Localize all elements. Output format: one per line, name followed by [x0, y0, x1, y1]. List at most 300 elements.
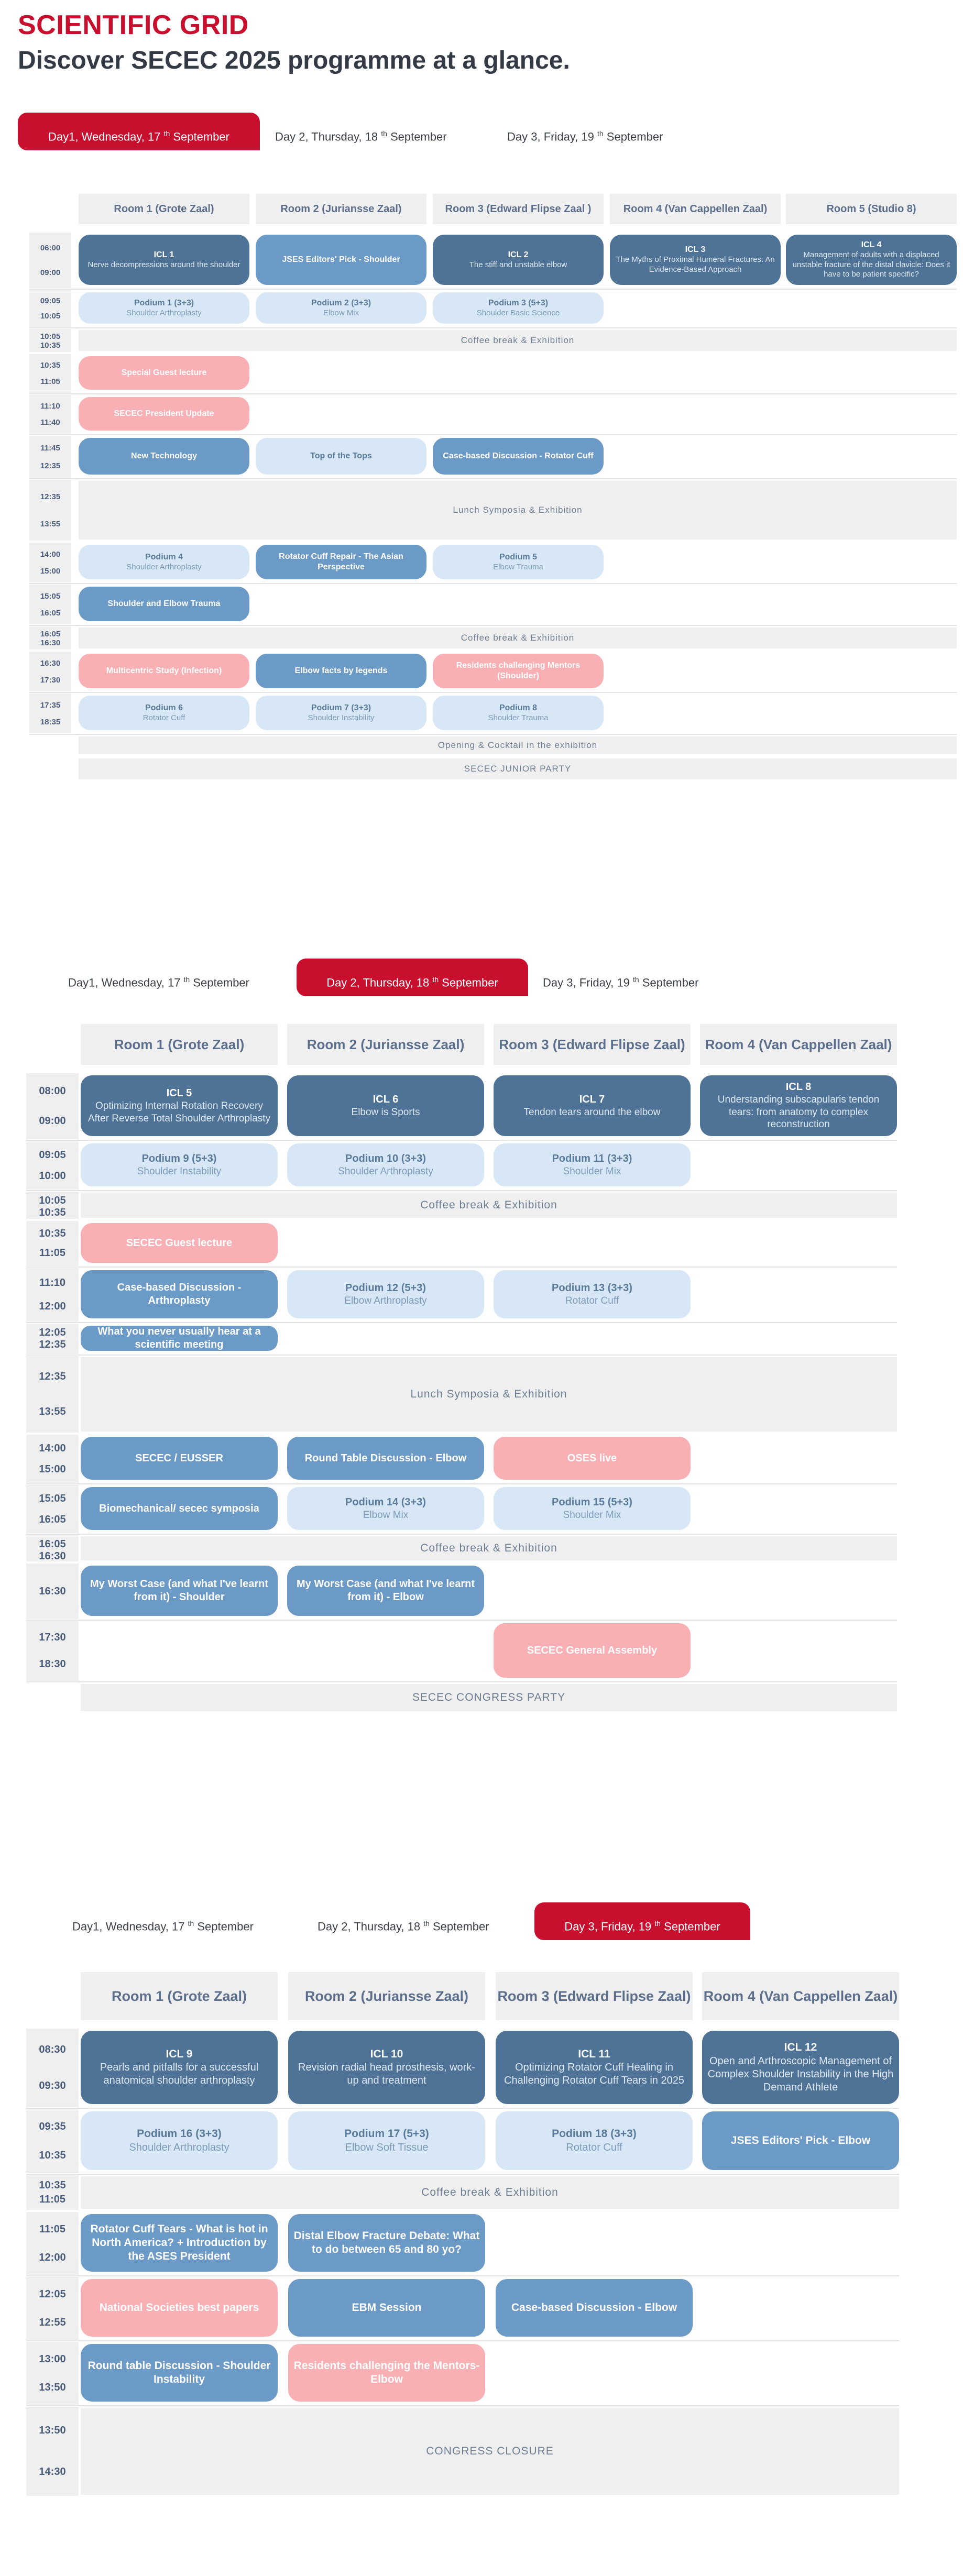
session-card[interactable]	[288, 2214, 485, 2272]
session-title: OSES live	[567, 1452, 617, 1464]
time-slot	[26, 1435, 79, 1483]
time-value: 11:05	[39, 2194, 66, 2205]
tab-month: September	[387, 130, 447, 144]
session-title: Distal Elbow Fracture Debate: What to do between 65 and 80 yo?	[293, 2229, 480, 2255]
session-title: JSES Editors' Pick - Shoulder	[282, 255, 400, 264]
tab-day-3[interactable]	[534, 1902, 750, 1940]
session-title: Podium 5	[499, 552, 537, 562]
tab-ordinal: th	[597, 129, 604, 138]
row-divider	[29, 289, 957, 290]
session-title: Case-based Discussion - Rotator Cuff	[443, 452, 594, 460]
time-value: 11:45	[40, 443, 60, 453]
session-card[interactable]	[494, 1143, 691, 1186]
session-title: Special Guest lecture	[121, 368, 207, 377]
session-card[interactable]	[81, 2214, 278, 2272]
session-card[interactable]	[79, 397, 249, 431]
time-value: 09:05	[40, 296, 61, 305]
session-card[interactable]	[256, 438, 426, 475]
tab-label: Day 2, Thursday, 18	[275, 130, 381, 144]
session-title: My Worst Case (and what I've learnt from it) - Shoulder	[90, 1578, 269, 1603]
session-card[interactable]	[81, 1566, 278, 1616]
session-subtitle: Revision radial head prosthesis, work-up and treatment	[298, 2062, 475, 2087]
session-card[interactable]	[288, 2344, 485, 2402]
session-title: Podium 4	[145, 552, 183, 562]
tab-label: Day 3, Friday, 19	[507, 130, 597, 144]
break-banner: Opening & Cocktail in the exhibition	[79, 736, 957, 754]
time-slot	[29, 329, 71, 352]
session-card[interactable]	[81, 2031, 278, 2104]
time-value: 15:05	[39, 1492, 66, 1504]
row-divider	[26, 1355, 897, 1356]
tab-day-2[interactable]	[275, 113, 447, 150]
break-banner: Coffee break & Exhibition	[79, 330, 957, 351]
time-value: 09:30	[39, 2080, 66, 2091]
session-title: Podium 3 (5+3)	[488, 298, 549, 307]
break-banner: Coffee break & Exhibition	[79, 628, 957, 648]
session-subtitle: Rotator Cuff	[565, 1295, 619, 1306]
session-card[interactable]	[496, 2279, 693, 2337]
break-banner: Coffee break & Exhibition	[81, 1536, 897, 1560]
session-card[interactable]	[287, 1437, 484, 1480]
tab-label: Day 2, Thursday, 18	[318, 1920, 424, 1933]
session-card[interactable]	[433, 545, 604, 579]
session-title: ICL 4	[861, 240, 882, 249]
session-subtitle: Elbow is Sports	[351, 1106, 420, 1118]
row-divider	[29, 327, 957, 328]
time-slot	[29, 585, 71, 624]
tab-ordinal: th	[183, 975, 190, 984]
session-title: Podium 17 (5+3)	[344, 2128, 429, 2140]
time-value: 12:35	[39, 1339, 66, 1350]
session-card[interactable]	[702, 2031, 899, 2104]
session-card[interactable]	[433, 292, 604, 324]
time-value: 16:05	[39, 1538, 66, 1550]
session-subtitle: Shoulder Mix	[563, 1165, 621, 1177]
time-value: 18:35	[40, 717, 61, 726]
session-title: My Worst Case (and what I've learnt from it) - Elbow	[296, 1578, 475, 1603]
session-title: ICL 3	[685, 245, 706, 255]
time-slot	[26, 2175, 79, 2210]
session-title: Podium 7 (3+3)	[311, 703, 371, 712]
tab-month: September	[190, 976, 249, 989]
session-card[interactable]	[81, 1075, 278, 1136]
tab-ordinal: th	[163, 129, 170, 138]
time-value: 12:35	[40, 461, 61, 470]
session-card[interactable]	[81, 2344, 278, 2402]
room-header: Room 2 (Juriansse Zaal)	[287, 1024, 484, 1065]
session-card[interactable]	[256, 545, 426, 579]
time-value: 16:05	[40, 630, 61, 639]
break-banner: Coffee break & Exhibition	[81, 1193, 897, 1218]
session-card[interactable]	[494, 1623, 691, 1678]
session-title: Residents challenging Mentors (Shoulder)	[456, 661, 581, 680]
row-divider	[26, 1534, 897, 1535]
time-slot	[26, 1192, 79, 1219]
break-banner: SECEC CONGRESS PARTY	[81, 1684, 897, 1711]
tab-label: Day1, Wednesday, 17	[72, 1920, 188, 1933]
session-title: Elbow facts by legends	[294, 666, 388, 675]
session-card[interactable]	[81, 1437, 278, 1480]
session-title: Podium 8	[499, 703, 537, 712]
row-divider	[26, 2275, 899, 2276]
session-card[interactable]	[287, 1075, 484, 1136]
time-value: 10:05	[40, 332, 61, 341]
session-subtitle: Shoulder Mix	[563, 1509, 621, 1521]
tab-label: Day1, Wednesday, 17	[48, 130, 164, 144]
room-header: Room 4 (Van Cappellen Zaal)	[700, 1024, 897, 1065]
tab-label: Day1, Wednesday, 17	[68, 976, 184, 989]
time-value: 11:10	[40, 402, 60, 411]
session-card[interactable]	[81, 1326, 278, 1351]
row-divider	[26, 1322, 897, 1323]
time-value: 13:55	[40, 519, 61, 529]
time-slot	[26, 1221, 79, 1266]
session-card[interactable]	[287, 1487, 484, 1530]
session-subtitle: Rotator Cuff	[143, 713, 185, 722]
session-title: Residents challenging the Mentors- Elbow	[293, 2359, 480, 2385]
time-value: 17:35	[40, 700, 61, 710]
time-value: 16:30	[40, 639, 61, 647]
time-slot	[26, 2029, 79, 2107]
session-card[interactable]	[288, 2279, 485, 2337]
time-value: 11:40	[40, 418, 60, 427]
session-card[interactable]	[256, 654, 426, 688]
row-divider	[29, 393, 957, 394]
session-title: Case-based Discussion - Elbow	[511, 2301, 677, 2314]
time-slot	[26, 2212, 79, 2275]
session-card[interactable]	[81, 1143, 278, 1186]
time-value: 10:35	[39, 1228, 66, 1239]
time-slot	[26, 1268, 79, 1322]
time-value: 09:00	[39, 1115, 66, 1127]
session-card[interactable]	[433, 654, 604, 688]
time-slot	[29, 395, 71, 434]
session-subtitle: Shoulder Trauma	[488, 713, 549, 722]
session-card[interactable]	[433, 438, 604, 475]
break-banner: Lunch Symposia & Exhibition	[79, 481, 957, 540]
tab-day-1[interactable]	[18, 113, 260, 150]
time-value: 10:35	[40, 341, 61, 350]
room-header: Room 2 (Juriansse Zaal)	[256, 194, 426, 224]
session-card[interactable]	[79, 696, 249, 730]
row-divider	[26, 2340, 899, 2341]
time-value: 15:00	[40, 566, 61, 576]
room-header: Room 4 (Van Cappellen Zaal)	[702, 1972, 899, 2020]
row-divider	[26, 1620, 897, 1621]
session-subtitle: Shoulder Arthroplasty	[126, 562, 202, 571]
time-value: 13:50	[39, 2425, 66, 2436]
time-slot	[29, 436, 71, 478]
time-slot	[29, 354, 71, 393]
time-value: 09:05	[39, 1149, 66, 1161]
session-subtitle: Elbow Mix	[323, 308, 359, 317]
session-title: Podium 1 (3+3)	[134, 298, 194, 307]
break-banner: CONGRESS CLOSURE	[81, 2408, 899, 2495]
session-title: ICL 6	[373, 1093, 399, 1105]
session-title: ICL 12	[784, 2041, 817, 2054]
row-divider	[29, 583, 957, 584]
time-value: 11:05	[39, 2223, 66, 2235]
time-value: 10:00	[39, 1170, 66, 1182]
session-card[interactable]	[288, 2031, 485, 2104]
row-divider	[26, 2405, 899, 2406]
session-card[interactable]	[288, 2111, 485, 2170]
session-card[interactable]	[79, 545, 249, 579]
time-slot	[29, 652, 71, 691]
time-value: 11:05	[39, 1247, 66, 1259]
session-title: Round table Discussion - Shoulder Instability	[87, 2359, 271, 2385]
session-subtitle: Nerve decompressions around the shoulder	[87, 260, 240, 269]
session-card[interactable]	[79, 292, 249, 324]
session-card[interactable]	[494, 1437, 691, 1480]
tab-ordinal: th	[423, 1919, 430, 1928]
session-card[interactable]	[256, 696, 426, 730]
session-title: SECEC President Update	[114, 409, 214, 418]
session-card[interactable]	[256, 292, 426, 324]
session-card[interactable]	[81, 2111, 278, 2170]
session-title: Podium 9 (5+3)	[141, 1152, 217, 1164]
session-card[interactable]	[256, 235, 426, 285]
tab-month: September	[170, 130, 229, 144]
time-value: 14:00	[40, 549, 61, 559]
row-divider	[26, 1681, 897, 1682]
row-divider	[29, 692, 957, 693]
session-title: Podium 11 (3+3)	[552, 1152, 632, 1164]
session-subtitle: Shoulder Arthroplasty	[126, 308, 202, 317]
time-slot	[29, 543, 71, 582]
session-subtitle: Pearls and pitfalls for a successful anatomical shoulder arthroplasty	[100, 2062, 259, 2087]
session-title: What you never usually hear at a scientific meeting	[97, 1326, 261, 1350]
session-card[interactable]	[81, 1487, 278, 1530]
session-title: Podium 2 (3+3)	[311, 298, 371, 307]
session-title: Round Table Discussion - Elbow	[304, 1452, 467, 1464]
session-title: ICL 5	[166, 1087, 192, 1099]
time-value: 16:05	[40, 608, 61, 618]
time-value: 06:00	[40, 244, 61, 252]
page-subtitle: Discover SECEC 2025 programme at a glance.	[18, 47, 570, 74]
session-card[interactable]	[79, 587, 249, 621]
session-subtitle: Tendon tears around the elbow	[523, 1106, 661, 1118]
session-title: Podium 15 (5+3)	[552, 1496, 632, 1508]
time-value: 10:35	[40, 361, 61, 370]
tab-day-3[interactable]	[507, 113, 663, 150]
break-banner: Coffee break & Exhibition	[81, 2176, 899, 2209]
session-card[interactable]	[79, 235, 249, 285]
break-banner: SECEC JUNIOR PARTY	[79, 758, 957, 779]
session-card[interactable]	[287, 1143, 484, 1186]
session-subtitle: Shoulder Instability	[137, 1165, 222, 1177]
session-title: Top of the Tops	[310, 452, 372, 460]
tab-ordinal: th	[432, 975, 439, 984]
time-slot	[26, 1535, 79, 1561]
session-title: New Technology	[131, 452, 197, 460]
time-value: 10:05	[40, 312, 61, 321]
session-title: ICL 8	[785, 1081, 812, 1093]
time-value: 13:00	[39, 2353, 66, 2365]
time-value: 12:00	[39, 1301, 66, 1312]
session-title: Podium 18 (3+3)	[552, 2128, 637, 2140]
tab-ordinal: th	[654, 1919, 661, 1928]
session-title: SECEC General Assembly	[527, 1644, 658, 1656]
session-subtitle: Open and Arthroscopic Management of Complex Shoulder Instability in the High Demand Athlete	[707, 2055, 894, 2093]
time-value: 14:00	[39, 1442, 66, 1454]
session-title: Podium 14 (3+3)	[345, 1496, 426, 1508]
time-value: 12:35	[40, 492, 61, 501]
time-value: 15:00	[39, 1463, 66, 1475]
time-value: 12:55	[39, 2316, 66, 2328]
session-subtitle: Shoulder Arthroplasty	[129, 2141, 229, 2153]
time-slot	[26, 2407, 79, 2496]
session-card[interactable]	[494, 1270, 691, 1318]
session-title: Shoulder and Elbow Trauma	[107, 599, 221, 608]
time-value: 12:35	[39, 1371, 66, 1382]
session-card[interactable]	[433, 235, 604, 285]
time-value: 13:55	[39, 1406, 66, 1417]
session-title: EBM Session	[352, 2301, 422, 2314]
time-value: 16:30	[39, 1585, 66, 1597]
session-card[interactable]	[433, 696, 604, 730]
room-header: Room 3 (Edward Flipse Zaal )	[433, 194, 604, 224]
tab-day-2[interactable]	[297, 959, 528, 996]
row-divider	[26, 1267, 897, 1268]
session-title: Biomechanical/ secec symposia	[99, 1502, 259, 1514]
session-card[interactable]	[494, 1487, 691, 1530]
session-card[interactable]	[81, 1270, 278, 1318]
tab-ordinal: th	[633, 975, 639, 984]
session-card[interactable]	[79, 438, 249, 475]
time-value: 10:35	[39, 2150, 66, 2161]
time-value: 12:05	[39, 2288, 66, 2300]
session-card[interactable]	[287, 1566, 484, 1616]
time-slot	[26, 2342, 79, 2405]
session-title: SECEC Guest lecture	[126, 1237, 233, 1249]
room-header: Room 2 (Juriansse Zaal)	[288, 1972, 485, 2020]
session-title: Podium 16 (3+3)	[137, 2128, 222, 2140]
day-tabs	[0, 959, 963, 1000]
session-card[interactable]	[702, 2111, 899, 2170]
session-subtitle: Shoulder Arthroplasty	[338, 1165, 433, 1177]
tab-label: Day 2, Thursday, 18	[326, 976, 433, 989]
time-slot	[29, 233, 71, 288]
time-slot	[29, 626, 71, 649]
session-subtitle: Optimizing Internal Rotation Recovery After Reverse Total Shoulder Arthroplasty	[87, 1100, 271, 1124]
session-title: ICL 10	[370, 2047, 403, 2060]
row-divider	[29, 478, 957, 479]
room-header: Room 5 (Studio 8)	[786, 194, 957, 224]
time-value: 16:05	[39, 1513, 66, 1525]
tab-month: September	[660, 1920, 720, 1933]
session-subtitle: Management of adults with a displaced unstable fracture of the distal clavicle: Does it have to be patient specific?	[792, 250, 950, 279]
time-slot	[26, 1356, 79, 1433]
session-card[interactable]	[700, 1075, 897, 1136]
session-subtitle: Optimizing Rotator Cuff Healing in Challenging Rotator Cuff Tears in 2025	[504, 2062, 684, 2087]
time-value: 18:30	[39, 1658, 66, 1670]
room-header: Room 3 (Edward Flipse Zaal)	[494, 1024, 691, 1065]
time-value: 10:35	[39, 2179, 66, 2191]
time-value: 11:10	[39, 1277, 66, 1289]
session-title: Podium 13 (3+3)	[552, 1282, 632, 1294]
time-value: 12:00	[39, 2251, 66, 2263]
row-divider	[29, 434, 957, 435]
session-card[interactable]	[496, 2111, 693, 2170]
session-title: National Societies best papers	[99, 2301, 259, 2314]
session-card[interactable]	[610, 235, 781, 285]
row-divider	[29, 734, 957, 735]
session-subtitle: Rotator Cuff	[566, 2141, 622, 2153]
day-tabs	[0, 113, 963, 155]
time-slot	[26, 1564, 79, 1619]
time-slot	[26, 2109, 79, 2173]
session-subtitle: Elbow Trauma	[493, 562, 543, 571]
session-title: Podium 6	[145, 703, 183, 712]
time-value: 08:30	[39, 2044, 66, 2055]
session-title: Multicentric Study (Infection)	[106, 666, 222, 675]
session-card[interactable]	[81, 2279, 278, 2337]
session-title: ICL 1	[154, 250, 174, 259]
tab-month: September	[194, 1920, 254, 1933]
session-title: SECEC / EUSSER	[135, 1452, 223, 1464]
session-card[interactable]	[496, 2031, 693, 2104]
tab-label: Day 3, Friday, 19	[564, 1920, 655, 1933]
time-value: 16:30	[39, 1550, 66, 1562]
row-divider	[26, 1140, 897, 1141]
time-value: 17:30	[40, 675, 61, 685]
tab-day-1[interactable]	[72, 1902, 254, 1940]
session-card[interactable]	[287, 1270, 484, 1318]
time-slot	[26, 1485, 79, 1533]
tab-ordinal: th	[381, 129, 387, 138]
time-slot	[29, 693, 71, 733]
tab-month: September	[603, 130, 663, 144]
session-title: ICL 7	[579, 1093, 605, 1105]
session-title: Case-based Discussion - Arthroplasty	[117, 1282, 242, 1306]
tab-day-1[interactable]	[68, 959, 249, 996]
session-title: Podium 12 (5+3)	[345, 1282, 426, 1294]
time-value: 10:35	[39, 1207, 66, 1218]
session-subtitle: Shoulder Instability	[308, 713, 375, 722]
tab-day-3[interactable]	[543, 959, 698, 996]
day-tabs	[0, 1902, 963, 1944]
time-value: 09:00	[40, 268, 61, 277]
session-card[interactable]	[79, 356, 249, 390]
session-title: Rotator Cuff Tears - What is hot in North America? + Introduction by the ASES President	[90, 2222, 268, 2263]
session-card[interactable]	[81, 1223, 278, 1263]
time-value: 10:05	[39, 1195, 66, 1206]
time-slot	[26, 1324, 79, 1354]
tab-ordinal: th	[188, 1919, 194, 1928]
time-slot	[26, 1073, 79, 1139]
room-header: Room 3 (Edward Flipse Zaal)	[496, 1972, 693, 2020]
time-slot	[29, 290, 71, 327]
session-subtitle: Elbow Mix	[363, 1509, 409, 1521]
row-divider	[26, 2174, 899, 2175]
session-card[interactable]	[494, 1075, 691, 1136]
row-divider	[26, 2108, 899, 2109]
row-divider	[29, 625, 957, 626]
time-value: 17:30	[39, 1632, 66, 1643]
tab-day-2[interactable]	[318, 1902, 489, 1940]
session-subtitle: Shoulder Basic Science	[476, 308, 560, 317]
session-card[interactable]	[79, 654, 249, 688]
tab-month: September	[439, 976, 498, 989]
session-card[interactable]	[786, 235, 957, 285]
tab-label: Day 3, Friday, 19	[543, 976, 633, 989]
time-value: 08:00	[39, 1085, 66, 1097]
time-value: 14:30	[39, 2466, 66, 2478]
session-title: JSES Editors' Pick - Elbow	[730, 2134, 871, 2146]
break-banner: Lunch Symposia & Exhibition	[81, 1357, 897, 1432]
session-subtitle: Elbow Arthroplasty	[344, 1295, 427, 1306]
